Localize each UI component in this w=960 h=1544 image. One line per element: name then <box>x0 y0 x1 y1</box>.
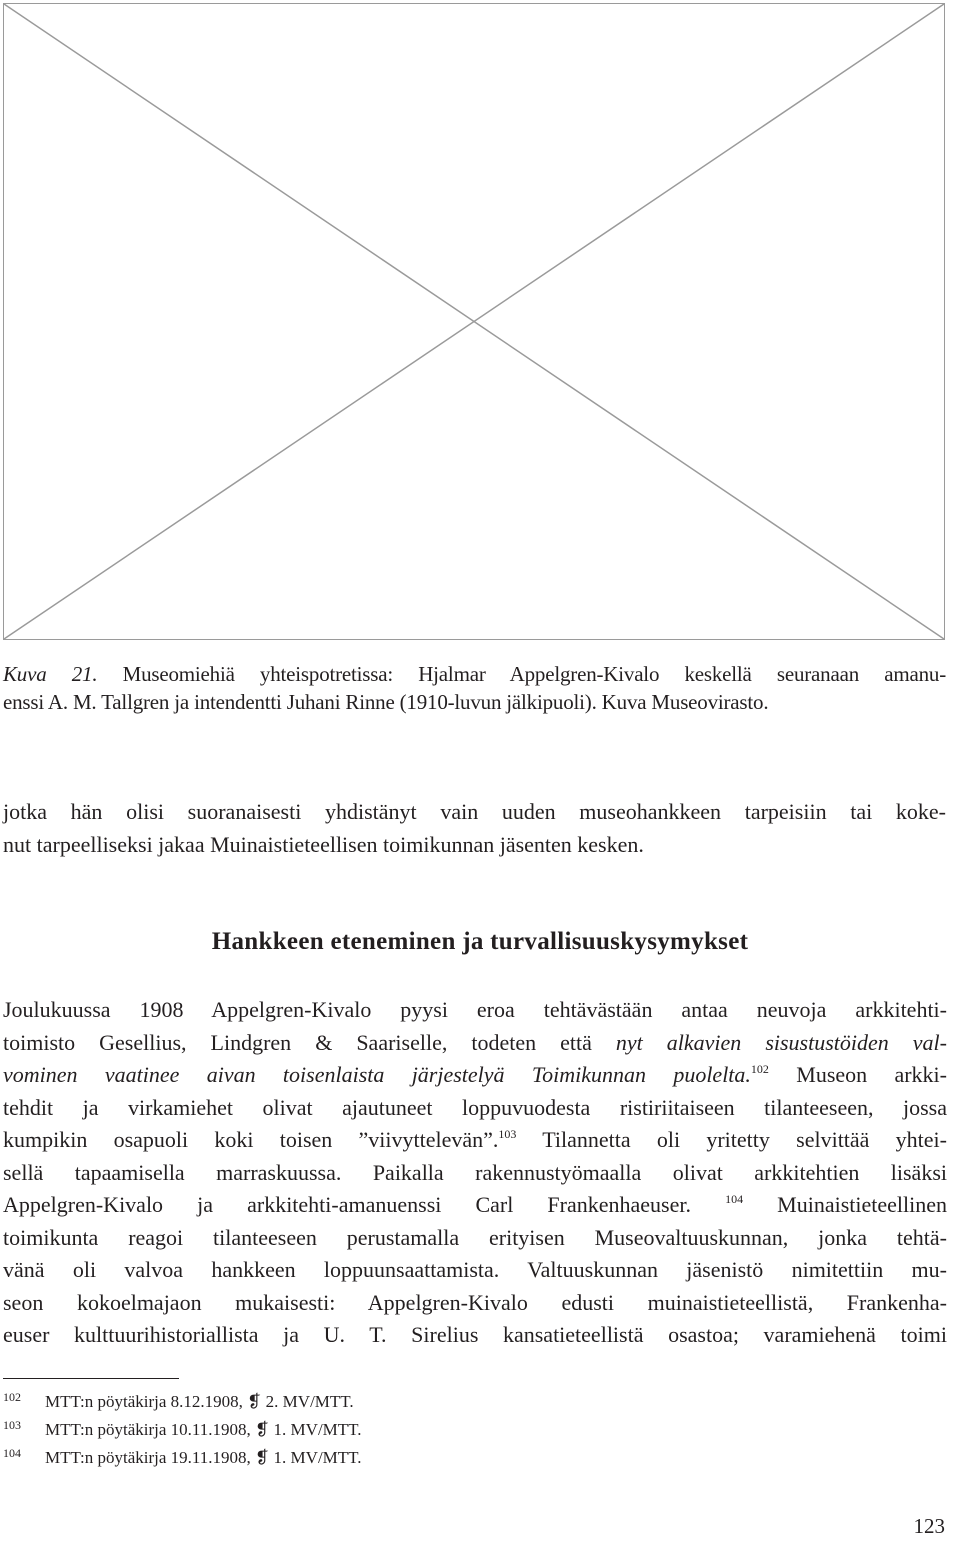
caption-line-1 <box>3 660 946 688</box>
footnote-ref[interactable]: 104 <box>725 1192 744 1206</box>
intro-line-1: jotka hän olisi suoranaisesti yhdistänyt vain uuden museohankkeen tarpeisiin tai koke- <box>3 799 946 824</box>
body-line <box>3 1059 947 1092</box>
body-text: Muinaistieteellinen <box>743 1192 947 1217</box>
body-line <box>3 1124 947 1157</box>
footnote-text: MTT:n pöytäkirja 8.12.1908, ❡ 2. MV/MTT. <box>45 1392 354 1411</box>
body-quote: nyt alkavien sisustustöiden val- <box>615 1029 947 1055</box>
body-text: Tilannetta oli yritetty selvittää yhtei- <box>516 1127 947 1152</box>
figure-caption <box>3 660 946 716</box>
footnote-number: 102 <box>3 1390 21 1404</box>
body-line: euser kulttuurihistoriallista ja U. T. Sirelius kansatieteellistä osastoa; varamiehenä toimi <box>3 1322 947 1347</box>
footnote-number: 103 <box>3 1418 21 1432</box>
body-text: Appelgren-Kivalo ja arkkitehti-amanuenssi Carl Frankenhaeuser. <box>3 1192 691 1217</box>
intro-line-2: nut tarpeelliseksi jakaa Muinaistieteellisen toimikunnan jäsenten kesken. <box>3 831 644 857</box>
body-paragraph <box>3 994 947 1352</box>
caption-line-2: enssi A. M. Tallgren ja intendentti Juhani Rinne (1910-luvun jälkipuoli). Kuva Museovirasto. <box>3 690 769 714</box>
body-line <box>3 1027 947 1060</box>
body-text: toimisto Gesellius, Lindgren & Saariselle, todeten että <box>3 1029 616 1055</box>
body-text: Museon arkki- <box>768 1062 947 1087</box>
caption-text-1: Museomiehiä yhteispotretissa: Hjalmar Appelgren-Kivalo keskellä seuranaan amanu- <box>122 662 946 686</box>
page-number: 123 <box>913 1514 945 1538</box>
footnotes <box>3 1388 703 1472</box>
footnote-ref[interactable]: 102 <box>750 1062 769 1076</box>
footnote-ref[interactable]: 103 <box>498 1127 517 1141</box>
body-line: vänä oli valvoa hankkeen loppuunsaattamista. Valtuuskunnan jäsenistö nimitettiin mu- <box>3 1257 947 1282</box>
footnote-text: MTT:n pöytäkirja 10.11.1908, ❡ 1. MV/MTT. <box>45 1420 362 1439</box>
footnote <box>3 1388 703 1416</box>
image-placeholder <box>3 3 945 640</box>
footnote-number: 104 <box>3 1446 21 1460</box>
body-line: toimikunta reagoi tilanteeseen perustamalla erityisen Museovaltuuskunnan, jonka tehtä- <box>3 1224 947 1250</box>
footnote-divider <box>3 1378 179 1379</box>
placeholder-cross-icon <box>4 4 944 639</box>
section-heading: Hankkeen eteneminen ja turvallisuuskysymykset <box>211 928 749 955</box>
intro-paragraph <box>3 796 946 861</box>
body-line: sellä tapaamisella marraskuussa. Paikalla rakennustyömaalla olivat arkkitehtien lisäksi <box>3 1159 947 1185</box>
body-line: Joulukuussa 1908 Appelgren-Kivalo pyysi eroa tehtävästään antaa neuvoja arkkitehti- <box>3 997 947 1022</box>
body-line: tehdit ja virkamiehet olivat ajautuneet loppuvuodesta ristiriitaiseen tilanteeseen, jossa <box>3 1094 947 1120</box>
body-line: seon kokoelmajaon mukaisesti: Appelgren-Kivalo edusti muinaistieteellistä, Frankenha- <box>3 1289 947 1315</box>
footnote <box>3 1444 703 1472</box>
body-text: kumpikin osapuoli koki toisen ”viivyttelevän”. <box>3 1127 499 1152</box>
body-quote: vominen vaatinee aivan toisenlaista järjestelyä Toimikunnan puolelta. <box>3 1062 751 1087</box>
caption-label: Kuva 21. <box>3 662 98 686</box>
footnote-text: MTT:n pöytäkirja 19.11.1908, ❡ 1. MV/MTT. <box>45 1448 362 1467</box>
footnote <box>3 1416 703 1444</box>
body-line <box>3 1189 947 1222</box>
